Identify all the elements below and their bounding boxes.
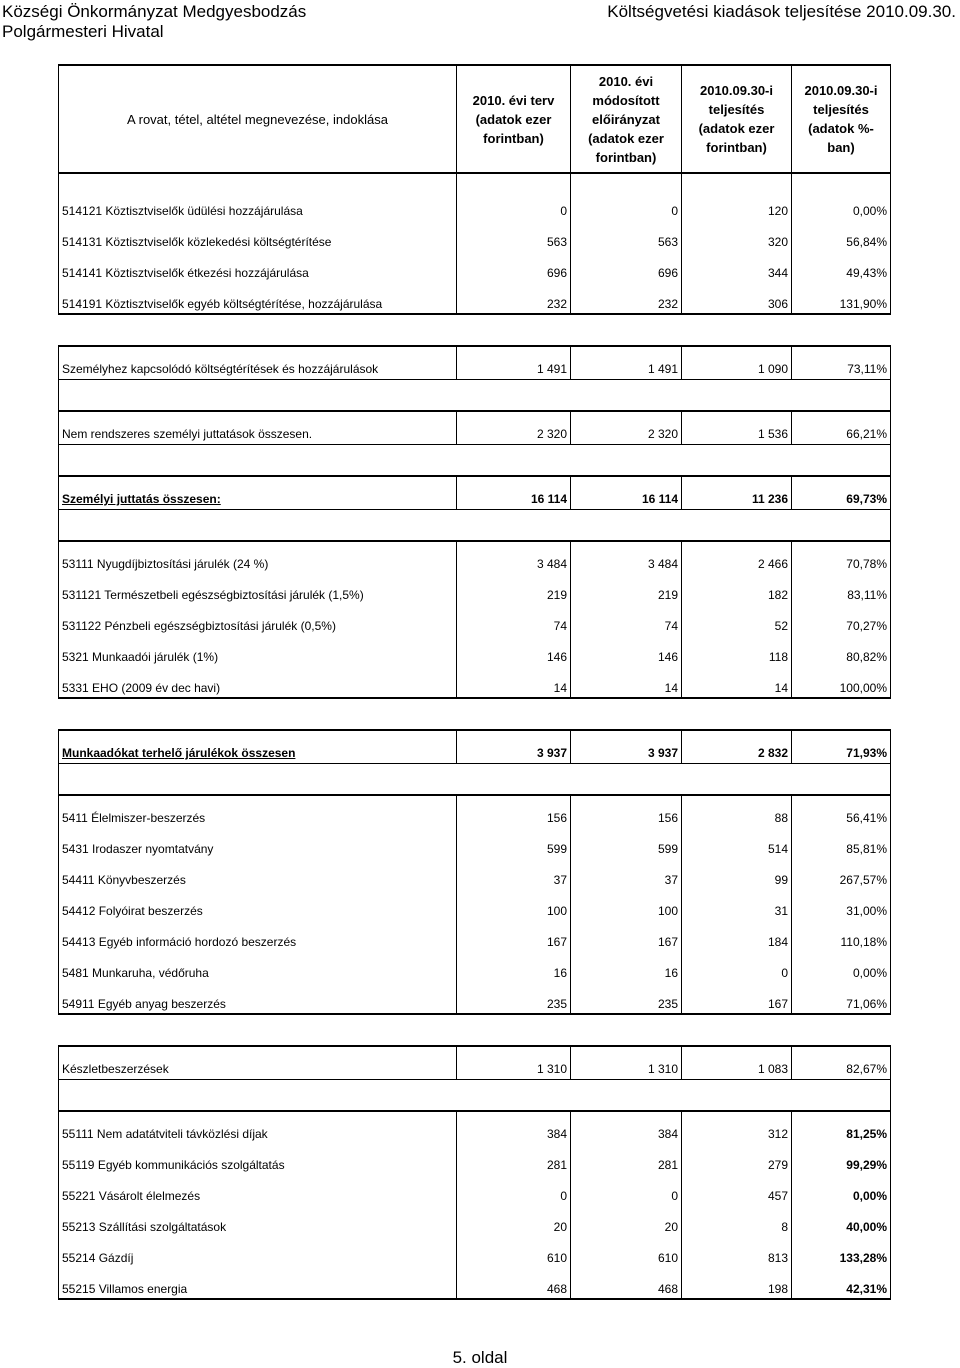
- row-name: 5431 Irodaszer nyomtatvány: [59, 827, 457, 858]
- table-row: [59, 1111, 891, 1143]
- col-header-name: A rovat, tétel, altétel megnevezése, indoklása: [59, 65, 457, 173]
- row-actual: 344: [682, 251, 792, 282]
- subtotal-modified: 2 320: [571, 411, 682, 445]
- row-modified: 219: [571, 573, 682, 604]
- row-percent: 70,78%: [792, 541, 891, 573]
- total-percent: 69,73%: [792, 476, 891, 510]
- row-name: 5411 Élelmiszer-beszerzés: [59, 795, 457, 827]
- row-plan: 235: [457, 982, 571, 1014]
- row-plan: 219: [457, 573, 571, 604]
- row-actual: 14: [682, 666, 792, 698]
- table-row: [59, 1236, 891, 1267]
- col-header-actual: 2010.09.30-i teljesítés (adatok ezer forintban): [682, 65, 792, 173]
- row-modified: 156: [571, 795, 682, 827]
- row-modified: 3 484: [571, 541, 682, 573]
- row-plan: 74: [457, 604, 571, 635]
- subtotal-name: Személyhez kapcsolódó költségtérítések és hozzájárulások: [59, 346, 457, 380]
- row-modified: 281: [571, 1143, 682, 1174]
- row-plan: 16: [457, 951, 571, 982]
- row-name: 54911 Egyéb anyag beszerzés: [59, 982, 457, 1014]
- row-actual: 118: [682, 635, 792, 666]
- row-percent: 131,90%: [792, 282, 891, 314]
- row-modified: 384: [571, 1111, 682, 1143]
- row-actual: 306: [682, 282, 792, 314]
- table-header-row: [59, 65, 891, 173]
- row-actual: 457: [682, 1174, 792, 1205]
- total-modified: 16 114: [571, 476, 682, 510]
- org-name: Községi Önkormányzat Medgyesbodzás: [2, 2, 307, 21]
- row-name: 55111 Nem adatátviteli távközlési díjak: [59, 1111, 457, 1143]
- table-row: [59, 666, 891, 698]
- row-percent: 71,06%: [792, 982, 891, 1014]
- table-row: [59, 795, 891, 827]
- table-row: [59, 1267, 891, 1299]
- row-percent: 80,82%: [792, 635, 891, 666]
- row-actual: 0: [682, 951, 792, 982]
- row-modified: 167: [571, 920, 682, 951]
- row-percent: 83,11%: [792, 573, 891, 604]
- row-actual: 52: [682, 604, 792, 635]
- row-modified: 235: [571, 982, 682, 1014]
- subtotal-percent: 73,11%: [792, 346, 891, 380]
- row-percent: 0,00%: [792, 951, 891, 982]
- row-actual: 184: [682, 920, 792, 951]
- table-row: [59, 951, 891, 982]
- row-actual: 514: [682, 827, 792, 858]
- total-plan: 16 114: [457, 476, 571, 510]
- row-percent: 56,84%: [792, 220, 891, 251]
- total-plan: 3 937: [457, 730, 571, 764]
- row-percent: 42,31%: [792, 1267, 891, 1299]
- subtotal-percent: 66,21%: [792, 411, 891, 445]
- org-office: Polgármesteri Hivatal: [2, 22, 164, 41]
- subtotal-plan: 1 310: [457, 1046, 571, 1080]
- col-header-modified: 2010. évi módosított előirányzat (adatok ezer forintban): [571, 65, 682, 173]
- table-row: [59, 635, 891, 666]
- table-row: [59, 1174, 891, 1205]
- row-modified: 146: [571, 635, 682, 666]
- table-row: [59, 541, 891, 573]
- subtotal-name: Készletbeszerzések: [59, 1046, 457, 1080]
- total-name: Személyi juttatás összesen:: [59, 476, 457, 510]
- row-name: 514191 Köztisztviselők egyéb költségtérítése, hozzájárulása: [59, 282, 457, 314]
- row-percent: 267,57%: [792, 858, 891, 889]
- row-modified: 0: [571, 1174, 682, 1205]
- col-header-percent: 2010.09.30-i teljesítés (adatok %-ban): [792, 65, 891, 173]
- row-plan: 599: [457, 827, 571, 858]
- subtotal-plan: 1 491: [457, 346, 571, 380]
- subtotal-name: Nem rendszeres személyi juttatások összesen.: [59, 411, 457, 445]
- row-plan: 3 484: [457, 541, 571, 573]
- row-actual: 31: [682, 889, 792, 920]
- row-modified: 20: [571, 1205, 682, 1236]
- row-plan: 384: [457, 1111, 571, 1143]
- row-percent: 0,00%: [792, 1174, 891, 1205]
- table-row: [59, 282, 891, 314]
- row-percent: 81,25%: [792, 1111, 891, 1143]
- total-actual: 2 832: [682, 730, 792, 764]
- row-name: 54413 Egyéb információ hordozó beszerzés: [59, 920, 457, 951]
- subtotal-row: [59, 411, 891, 445]
- expenditure-table: [58, 64, 891, 1300]
- row-plan: 146: [457, 635, 571, 666]
- row-percent: 31,00%: [792, 889, 891, 920]
- row-actual: 8: [682, 1205, 792, 1236]
- row-actual: 813: [682, 1236, 792, 1267]
- table-row: [59, 858, 891, 889]
- row-name: 55214 Gázdíj: [59, 1236, 457, 1267]
- row-name: 5331 EHO (2009 év dec havi): [59, 666, 457, 698]
- row-percent: 133,28%: [792, 1236, 891, 1267]
- row-plan: 281: [457, 1143, 571, 1174]
- report-title: Költségvetési kiadások teljesítése 2010.09.30.: [607, 2, 956, 21]
- subtotal-modified: 1 491: [571, 346, 682, 380]
- col-header-plan: 2010. évi terv (adatok ezer forintban): [457, 65, 571, 173]
- subtotal-actual: 1 090: [682, 346, 792, 380]
- row-name: 514141 Köztisztviselők étkezési hozzájárulása: [59, 251, 457, 282]
- row-actual: 182: [682, 573, 792, 604]
- row-percent: 99,29%: [792, 1143, 891, 1174]
- row-name: 5481 Munkaruha, védőruha: [59, 951, 457, 982]
- row-modified: 0: [571, 189, 682, 220]
- row-percent: 110,18%: [792, 920, 891, 951]
- row-plan: 20: [457, 1205, 571, 1236]
- row-plan: 167: [457, 920, 571, 951]
- row-percent: 56,41%: [792, 795, 891, 827]
- row-name: 55221 Vásárolt élelmezés: [59, 1174, 457, 1205]
- row-modified: 74: [571, 604, 682, 635]
- row-modified: 100: [571, 889, 682, 920]
- row-plan: 696: [457, 251, 571, 282]
- total-percent: 71,93%: [792, 730, 891, 764]
- row-percent: 100,00%: [792, 666, 891, 698]
- row-plan: 0: [457, 189, 571, 220]
- row-name: 54411 Könyvbeszerzés: [59, 858, 457, 889]
- row-percent: 85,81%: [792, 827, 891, 858]
- table-row: [59, 220, 891, 251]
- row-percent: 40,00%: [792, 1205, 891, 1236]
- row-actual: 2 466: [682, 541, 792, 573]
- total-actual: 11 236: [682, 476, 792, 510]
- row-actual: 167: [682, 982, 792, 1014]
- row-plan: 563: [457, 220, 571, 251]
- row-plan: 37: [457, 858, 571, 889]
- row-name: 514121 Köztisztviselők üdülési hozzájárulása: [59, 189, 457, 220]
- row-plan: 0: [457, 1174, 571, 1205]
- row-name: 514131 Köztisztviselők közlekedési költségtérítése: [59, 220, 457, 251]
- row-plan: 232: [457, 282, 571, 314]
- row-name: 531121 Természetbeli egészségbiztosítási járulék (1,5%): [59, 573, 457, 604]
- table-row: [59, 920, 891, 951]
- row-modified: 696: [571, 251, 682, 282]
- subtotal-row: [59, 346, 891, 380]
- row-plan: 14: [457, 666, 571, 698]
- table-row: [59, 604, 891, 635]
- row-actual: 320: [682, 220, 792, 251]
- row-name: 55119 Egyéb kommunikációs szolgáltatás: [59, 1143, 457, 1174]
- row-plan: 468: [457, 1267, 571, 1299]
- row-modified: 14: [571, 666, 682, 698]
- row-actual: 99: [682, 858, 792, 889]
- row-modified: 610: [571, 1236, 682, 1267]
- row-modified: 232: [571, 282, 682, 314]
- table-row: [59, 1143, 891, 1174]
- row-modified: 599: [571, 827, 682, 858]
- table-row: [59, 189, 891, 220]
- total-name: Munkaadókat terhelő járulékok összesen: [59, 730, 457, 764]
- row-percent: 49,43%: [792, 251, 891, 282]
- table-row: [59, 827, 891, 858]
- table-row: [59, 982, 891, 1014]
- total-row: [59, 730, 891, 764]
- subtotal-actual: 1 536: [682, 411, 792, 445]
- subtotal-modified: 1 310: [571, 1046, 682, 1080]
- row-name: 53111 Nyugdíjbiztosítási járulék (24 %): [59, 541, 457, 573]
- row-plan: 100: [457, 889, 571, 920]
- row-name: 5321 Munkaadói járulék (1%): [59, 635, 457, 666]
- row-percent: 0,00%: [792, 189, 891, 220]
- row-actual: 120: [682, 189, 792, 220]
- row-name: 54412 Folyóirat beszerzés: [59, 889, 457, 920]
- subtotal-plan: 2 320: [457, 411, 571, 445]
- row-actual: 279: [682, 1143, 792, 1174]
- table-row: [59, 251, 891, 282]
- total-modified: 3 937: [571, 730, 682, 764]
- row-name: 55213 Szállítási szolgáltatások: [59, 1205, 457, 1236]
- table-row: [59, 573, 891, 604]
- page-number: 5. oldal: [452, 1348, 508, 1367]
- row-plan: 156: [457, 795, 571, 827]
- row-actual: 88: [682, 795, 792, 827]
- row-modified: 16: [571, 951, 682, 982]
- row-modified: 563: [571, 220, 682, 251]
- table-row: [59, 889, 891, 920]
- table-row: [59, 1205, 891, 1236]
- row-name: 55215 Villamos energia: [59, 1267, 457, 1299]
- row-actual: 198: [682, 1267, 792, 1299]
- row-modified: 37: [571, 858, 682, 889]
- row-name: 531122 Pénzbeli egészségbiztosítási járulék (0,5%): [59, 604, 457, 635]
- row-plan: 610: [457, 1236, 571, 1267]
- row-percent: 70,27%: [792, 604, 891, 635]
- subtotal-actual: 1 083: [682, 1046, 792, 1080]
- subtotal-row: [59, 1046, 891, 1080]
- subtotal-percent: 82,67%: [792, 1046, 891, 1080]
- row-actual: 312: [682, 1111, 792, 1143]
- total-row: [59, 476, 891, 510]
- row-modified: 468: [571, 1267, 682, 1299]
